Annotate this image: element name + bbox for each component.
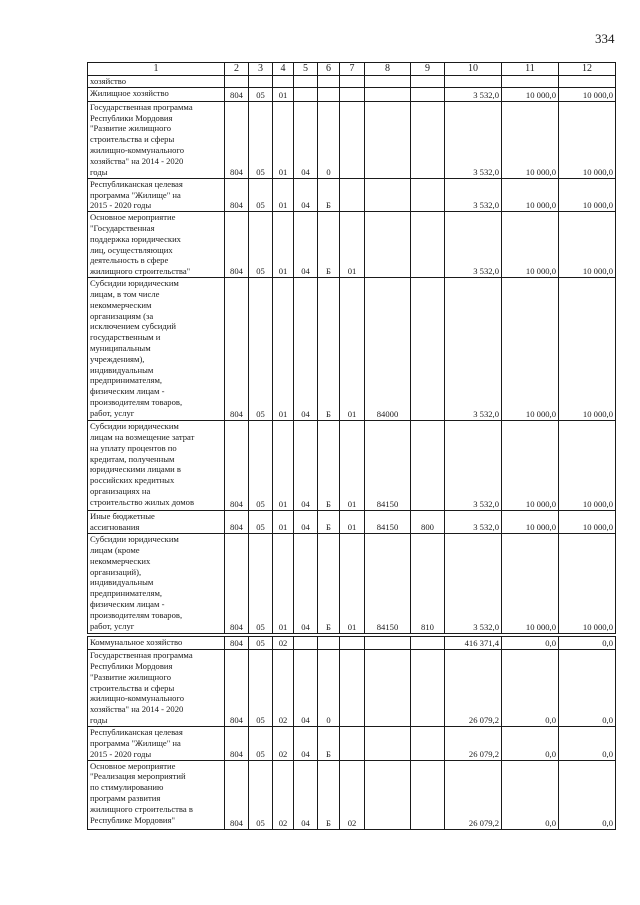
code-cell xyxy=(249,76,273,88)
code-cell: 804 xyxy=(225,278,249,421)
code-cell: 04 xyxy=(294,727,318,760)
table-row xyxy=(88,637,616,650)
code-cell xyxy=(365,727,411,760)
code-cell: 84150 xyxy=(365,534,411,634)
code-cell: 05 xyxy=(249,278,273,421)
code-cell xyxy=(411,278,445,421)
code-cell xyxy=(411,101,445,178)
amount-cell: 0,0 xyxy=(502,650,559,727)
code-cell: 84150 xyxy=(365,421,411,511)
column-header-3: 3 xyxy=(249,63,273,76)
code-cell xyxy=(273,76,294,88)
code-cell xyxy=(365,101,411,178)
code-cell xyxy=(294,87,318,101)
amount-cell: 26 079,2 xyxy=(445,650,502,727)
amount-cell: 3 532,0 xyxy=(445,101,502,178)
code-cell: 84150 xyxy=(365,511,411,534)
code-cell: Б xyxy=(318,212,340,278)
amount-cell xyxy=(502,76,559,88)
code-cell xyxy=(340,727,365,760)
amount-cell: 3 532,0 xyxy=(445,421,502,511)
code-cell xyxy=(411,76,445,88)
table-row xyxy=(88,178,616,211)
amount-cell: 10 000,0 xyxy=(502,212,559,278)
code-cell: 804 xyxy=(225,637,249,650)
amount-cell: 10 000,0 xyxy=(502,178,559,211)
amount-cell: 26 079,2 xyxy=(445,760,502,829)
column-header-1: 1 xyxy=(88,63,225,76)
code-cell: 05 xyxy=(249,534,273,634)
code-cell xyxy=(411,637,445,650)
code-cell xyxy=(365,212,411,278)
amount-cell xyxy=(445,76,502,88)
code-cell: 804 xyxy=(225,101,249,178)
code-cell: 804 xyxy=(225,760,249,829)
code-cell: 05 xyxy=(249,421,273,511)
code-cell: 02 xyxy=(273,650,294,727)
code-cell xyxy=(411,650,445,727)
code-cell xyxy=(318,76,340,88)
column-header-5: 5 xyxy=(294,63,318,76)
amount-cell: 3 532,0 xyxy=(445,178,502,211)
budget-table xyxy=(87,62,616,830)
code-cell xyxy=(411,421,445,511)
code-cell: Б xyxy=(318,534,340,634)
row-name-cell: Основное мероприятие "Реализация мероприятий по стимулированию программ развития жилищного строительства в Республике Мордовия" xyxy=(88,760,225,829)
code-cell: 804 xyxy=(225,212,249,278)
row-name-cell: Государственная программа Республики Мордовия "Развитие жилищного строительства и сферы жилищно-коммунального хозяйства" на 2014 - 2020 годы xyxy=(88,650,225,727)
amount-cell: 0,0 xyxy=(559,760,616,829)
code-cell: 05 xyxy=(249,511,273,534)
code-cell xyxy=(411,178,445,211)
code-cell: 04 xyxy=(294,511,318,534)
row-name-cell: Субсидии юридическим лицам, в том числе некоммерческим организациям (за исключением субсидий государственным и муниципальным учреждениям), индивидуальным предпринимателям, физическим лицам - производителям товаров, работ, услуг xyxy=(88,278,225,421)
code-cell xyxy=(318,637,340,650)
code-cell: Б xyxy=(318,727,340,760)
code-cell: 800 xyxy=(411,511,445,534)
row-name-cell: Основное мероприятие "Государственная поддержка юридических лиц, осуществляющих деятельность в сфере жилищного строительства" xyxy=(88,212,225,278)
column-header-12: 12 xyxy=(559,63,616,76)
code-cell: 04 xyxy=(294,101,318,178)
row-name-cell: Иные бюджетные ассигнования xyxy=(88,511,225,534)
code-cell: 04 xyxy=(294,421,318,511)
code-cell: 01 xyxy=(273,278,294,421)
code-cell: 05 xyxy=(249,87,273,101)
code-cell: 04 xyxy=(294,534,318,634)
code-cell: 04 xyxy=(294,760,318,829)
amount-cell: 10 000,0 xyxy=(559,178,616,211)
code-cell: 02 xyxy=(273,727,294,760)
code-cell: Б xyxy=(318,278,340,421)
code-cell xyxy=(294,76,318,88)
code-cell: 01 xyxy=(273,178,294,211)
code-cell xyxy=(365,650,411,727)
code-cell xyxy=(365,76,411,88)
amount-cell: 10 000,0 xyxy=(559,101,616,178)
code-cell xyxy=(294,637,318,650)
table-body xyxy=(88,76,616,830)
amount-cell: 10 000,0 xyxy=(559,534,616,634)
code-cell: 804 xyxy=(225,511,249,534)
amount-cell: 3 532,0 xyxy=(445,87,502,101)
row-name-cell: Республиканская целевая программа "Жилище" на 2015 - 2020 годы xyxy=(88,178,225,211)
amount-cell: 0,0 xyxy=(559,650,616,727)
code-cell xyxy=(365,637,411,650)
column-header-8: 8 xyxy=(365,63,411,76)
code-cell xyxy=(340,101,365,178)
code-cell: 01 xyxy=(273,421,294,511)
table-row xyxy=(88,421,616,511)
row-name-cell: Государственная программа Республики Мордовия "Развитие жилищного строительства и сферы жилищно-коммунального хозяйства" на 2014 - 2020 годы xyxy=(88,101,225,178)
column-header-10: 10 xyxy=(445,63,502,76)
code-cell xyxy=(340,650,365,727)
table-row xyxy=(88,650,616,727)
table-row xyxy=(88,760,616,829)
amount-cell: 3 532,0 xyxy=(445,278,502,421)
code-cell xyxy=(411,87,445,101)
table-row xyxy=(88,76,616,88)
amount-cell: 3 532,0 xyxy=(445,511,502,534)
code-cell: 01 xyxy=(273,534,294,634)
page-number: 334 xyxy=(595,31,615,46)
amount-cell: 0,0 xyxy=(502,727,559,760)
code-cell xyxy=(411,727,445,760)
amount-cell: 3 532,0 xyxy=(445,212,502,278)
amount-cell: 10 000,0 xyxy=(502,278,559,421)
amount-cell: 0,0 xyxy=(559,727,616,760)
code-cell: 01 xyxy=(340,421,365,511)
code-cell xyxy=(318,87,340,101)
row-name-cell: Коммунальное хозяйство xyxy=(88,637,225,650)
code-cell xyxy=(411,212,445,278)
code-cell: 0 xyxy=(318,650,340,727)
amount-cell xyxy=(559,76,616,88)
code-cell: 02 xyxy=(273,637,294,650)
code-cell: 05 xyxy=(249,760,273,829)
code-cell: 01 xyxy=(340,511,365,534)
code-cell: 05 xyxy=(249,637,273,650)
amount-cell: 10 000,0 xyxy=(559,87,616,101)
table-row xyxy=(88,511,616,534)
column-header-6: 6 xyxy=(318,63,340,76)
row-name-cell: Республиканская целевая программа "Жилище" на 2015 - 2020 годы xyxy=(88,727,225,760)
column-header-2: 2 xyxy=(225,63,249,76)
code-cell: 804 xyxy=(225,534,249,634)
amount-cell: 10 000,0 xyxy=(559,212,616,278)
amount-cell: 0,0 xyxy=(502,760,559,829)
column-header-9: 9 xyxy=(411,63,445,76)
row-name-cell: хозяйство xyxy=(88,76,225,88)
table-row xyxy=(88,727,616,760)
row-name-cell: Жилищное хозяйство xyxy=(88,87,225,101)
code-cell: 04 xyxy=(294,650,318,727)
table-row xyxy=(88,87,616,101)
code-cell: 05 xyxy=(249,650,273,727)
amount-cell: 3 532,0 xyxy=(445,534,502,634)
code-cell: 05 xyxy=(249,178,273,211)
code-cell: 02 xyxy=(273,760,294,829)
amount-cell: 0,0 xyxy=(502,637,559,650)
code-cell: 04 xyxy=(294,278,318,421)
column-header-4: 4 xyxy=(273,63,294,76)
code-cell xyxy=(225,76,249,88)
code-cell: 810 xyxy=(411,534,445,634)
code-cell: 01 xyxy=(273,101,294,178)
code-cell: Б xyxy=(318,511,340,534)
table-row xyxy=(88,534,616,634)
table-row xyxy=(88,212,616,278)
column-header-11: 11 xyxy=(502,63,559,76)
code-cell: Б xyxy=(318,178,340,211)
code-cell: 04 xyxy=(294,212,318,278)
code-cell: 804 xyxy=(225,650,249,727)
amount-cell: 10 000,0 xyxy=(502,101,559,178)
code-cell: 02 xyxy=(340,760,365,829)
code-cell: 804 xyxy=(225,87,249,101)
amount-cell: 10 000,0 xyxy=(502,421,559,511)
code-cell xyxy=(340,87,365,101)
code-cell xyxy=(365,87,411,101)
amount-cell: 0,0 xyxy=(559,637,616,650)
amount-cell: 10 000,0 xyxy=(559,511,616,534)
code-cell: 05 xyxy=(249,101,273,178)
code-cell: 01 xyxy=(273,87,294,101)
code-cell xyxy=(340,178,365,211)
row-name-cell: Субсидии юридическим лицам на возмещение затрат на уплату процентов по кредитам, полученным юридическими лицами в российских кредитных организациях на строительство жилых домов xyxy=(88,421,225,511)
amount-cell: 10 000,0 xyxy=(502,511,559,534)
amount-cell: 416 371,4 xyxy=(445,637,502,650)
code-cell: 0 xyxy=(318,101,340,178)
code-cell xyxy=(365,760,411,829)
code-cell: 01 xyxy=(273,212,294,278)
code-cell: Б xyxy=(318,760,340,829)
code-cell: Б xyxy=(318,421,340,511)
code-cell xyxy=(340,76,365,88)
code-cell: 01 xyxy=(273,511,294,534)
amount-cell: 26 079,2 xyxy=(445,727,502,760)
column-header-7: 7 xyxy=(340,63,365,76)
code-cell: 804 xyxy=(225,727,249,760)
amount-cell: 10 000,0 xyxy=(559,278,616,421)
code-cell: 01 xyxy=(340,534,365,634)
code-cell: 04 xyxy=(294,178,318,211)
code-cell: 05 xyxy=(249,727,273,760)
code-cell: 05 xyxy=(249,212,273,278)
header-row xyxy=(88,63,616,76)
code-cell: 01 xyxy=(340,278,365,421)
amount-cell: 10 000,0 xyxy=(502,534,559,634)
table-row xyxy=(88,278,616,421)
code-cell: 01 xyxy=(340,212,365,278)
code-cell: 84000 xyxy=(365,278,411,421)
row-name-cell: Субсидии юридическим лицам (кроме некоммерческих организаций), индивидуальным предпринимателям, физическим лицам - производителям товаров, работ, услуг xyxy=(88,534,225,634)
code-cell: 804 xyxy=(225,421,249,511)
code-cell xyxy=(340,637,365,650)
code-cell: 804 xyxy=(225,178,249,211)
amount-cell: 10 000,0 xyxy=(559,421,616,511)
code-cell xyxy=(365,178,411,211)
table-row xyxy=(88,101,616,178)
amount-cell: 10 000,0 xyxy=(502,87,559,101)
code-cell xyxy=(411,760,445,829)
